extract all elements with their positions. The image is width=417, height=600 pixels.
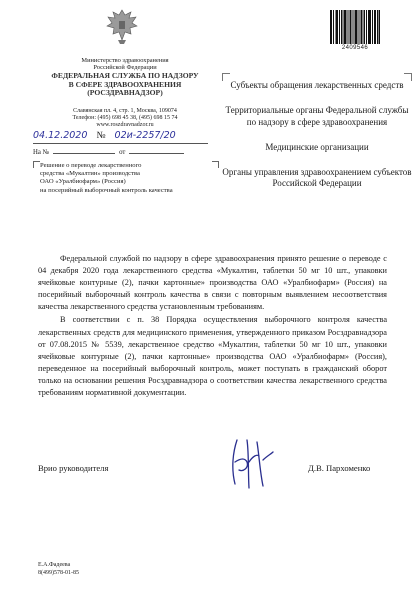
agency-address [40, 108, 210, 130]
recipients-block [222, 80, 412, 203]
barcode [330, 10, 380, 44]
handwritten-signature [223, 432, 283, 492]
letter-subject [40, 162, 220, 195]
letter-body [38, 253, 387, 400]
recipient-territorial-bodies: Территориальные органы Федеральной службы по надзору в сфере здравоохранения [225, 105, 409, 127]
date-underline [33, 143, 208, 144]
ministry-name [40, 57, 210, 72]
reference-line [33, 149, 184, 156]
subject-line-4: на посерийный выборочный контроль качества [40, 186, 173, 194]
executor-name: Е.А.Фадеева [38, 562, 71, 568]
ministry-line-2: Российской Федерации [93, 64, 157, 72]
emblem-icon [105, 7, 139, 45]
executor-info [38, 562, 79, 577]
reference-number-label: На № [33, 149, 50, 156]
signatory-role: Врио руководителя [38, 463, 109, 473]
number-sign: № [96, 131, 106, 141]
body-paragraph-2: В соответствии с п. 38 Порядка осуществления выборочного контроля качества лекарственных средств для медицинского применения, утвержденного приказом Росздравнадзора от 07.08.2015 № 5539, лекарственное средство «Мукалтин, таблетки 50 мг 10 шт., упаковки ячейковые контурные (2), пачки картонные» производства ОАО «Уралбиофарм» (Россия), переведенное на посерийный выборочный контроль, может поступать в гражданский оборот только на основании решения Росздравнадзора о соответствии качества лекарственного средства требованиям нормативной документации. [38, 315, 387, 398]
address-phone-line: Телефон: (495) 698 45 38, (495) 698 15 74 [72, 115, 178, 122]
agency-line-2: В СФЕРЕ ЗДРАВООХРАНЕНИЯ [68, 79, 182, 89]
signatory-name: Д.В. Пархоменко [308, 463, 371, 473]
handwritten-date: 04.12.2020 [33, 130, 88, 141]
barcode-number: 2409546 [341, 45, 369, 51]
subject-bracket-left [33, 161, 40, 168]
address-line-1: Славянская пл. 4, стр. 1, Москва, 109074 [73, 108, 177, 114]
ministry-line-1: Министерство здравоохранения [81, 57, 169, 64]
website-link[interactable]: www.roszdravnadzor.ru [96, 122, 154, 129]
reference-date-blank [129, 153, 184, 154]
subject-line-3: ОАО «Уралбиофарм» (Россия) [40, 178, 126, 186]
recipient-medical-organizations: Медицинские организации [265, 141, 369, 152]
subject-line-2: средства «Мукалтин» производства [40, 170, 140, 178]
reference-date-label: от [119, 149, 126, 156]
agency-name [30, 72, 220, 98]
registration-date-number [33, 130, 218, 148]
reference-number-blank [53, 153, 115, 154]
agency-line-3: (РОСЗДРАВНАДЗОР) [87, 88, 163, 98]
handwritten-number: 02и-2257/20 [114, 130, 176, 141]
agency-line-1: ФЕДЕРАЛЬНАЯ СЛУЖБА ПО НАДЗОРУ [51, 71, 199, 80]
recipient-health-authorities: Органы управления здравоохранением субъектов Российской Федерации [222, 166, 412, 188]
recipient-drug-subjects: Субъекты обращения лекарственных средств [230, 80, 404, 90]
executor-phone: 8(499)578-01-85 [38, 569, 79, 576]
body-paragraph-1: Федеральной службой по надзору в сфере здравоохранения принято решение о переводе с 04 декабря 2020 года лекарственного средства «Мукалтин, таблетки 50 мг 10 шт., упаковки ячейковые контурные (2), пачки картонные» производства ОАО «Уралбиофарм» (Россия) на посерийный выборочный контроль качества в связи с повторным выявлением несоответствия качества лекарственного средства установленным требованиям. [38, 254, 387, 312]
subject-line-1: Решение о переводе лекарственного [40, 162, 142, 169]
